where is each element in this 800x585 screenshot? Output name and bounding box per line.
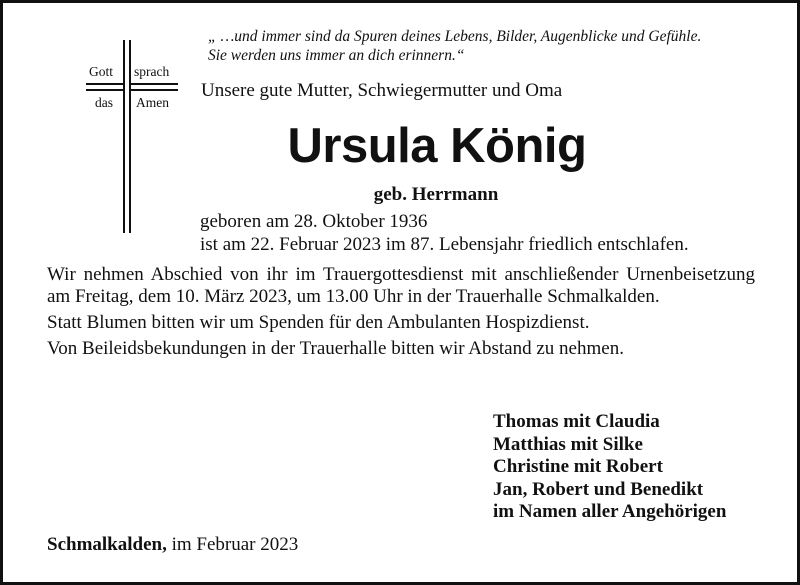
mourner-line: Jan, Robert und Benedikt — [493, 478, 704, 500]
cross-word-sprach: sprach — [134, 64, 170, 79]
birth-date: geboren am 28. Oktober 1936 — [200, 211, 428, 232]
cross-horizontal-line — [130, 83, 178, 85]
notice-body — [47, 264, 755, 360]
place-city: Schmalkalden, — [47, 534, 167, 555]
place-date: im Februar 2023 — [171, 534, 299, 555]
mourner-line: Thomas mit Claudia — [493, 411, 660, 432]
funeral-info: Wir nehmen Abschied von ihr im Trauergottesdienst mit anschließender Urnenbeisetzung am Freitag, dem 10. März 2023, um 13.00 Uhr in der Trauerhalle Schmalkalden. — [47, 264, 755, 307]
mourner-line: Matthias mit Silke — [493, 433, 643, 455]
quote-line-2: Sie werden uns immer an dich erinnern.“ — [208, 47, 465, 64]
donation-request: Statt Blumen bitten wir um Spenden für den Ambulanten Hospizdienst. — [47, 312, 590, 333]
death-date: ist am 22. Februar 2023 im 87. Lebensjahr friedlich entschlafen. — [200, 234, 689, 255]
cross-horizontal-line — [86, 89, 124, 91]
cross-word-gott: Gott — [89, 64, 114, 79]
cross-horizontal-line — [86, 83, 124, 85]
cross-word-amen: Amen — [136, 95, 169, 110]
mourner-line: im Namen aller Angehörigen — [493, 501, 727, 522]
memorial-quote — [208, 27, 778, 65]
deceased-name: Ursula König — [287, 119, 587, 173]
intro-line: Unsere gute Mutter, Schwiegermutter und Oma — [201, 80, 563, 101]
condolence-note: Von Beileidsbekundungen in der Trauerhalle bitten wir Abstand zu nehmen. — [47, 338, 624, 359]
mourners-list — [493, 411, 726, 524]
place-date-line — [47, 534, 298, 556]
maiden-name: geb. Herrmann — [373, 184, 499, 205]
cross-horizontal-line — [130, 89, 178, 91]
cross-word-das: das — [95, 95, 113, 110]
mourner-line: Christine mit Robert — [493, 456, 663, 477]
quote-line-1: „ …und immer sind da Spuren deines Lebens, Bilder, Augenblicke und Gefühle. — [208, 28, 702, 45]
life-dates — [200, 210, 689, 256]
